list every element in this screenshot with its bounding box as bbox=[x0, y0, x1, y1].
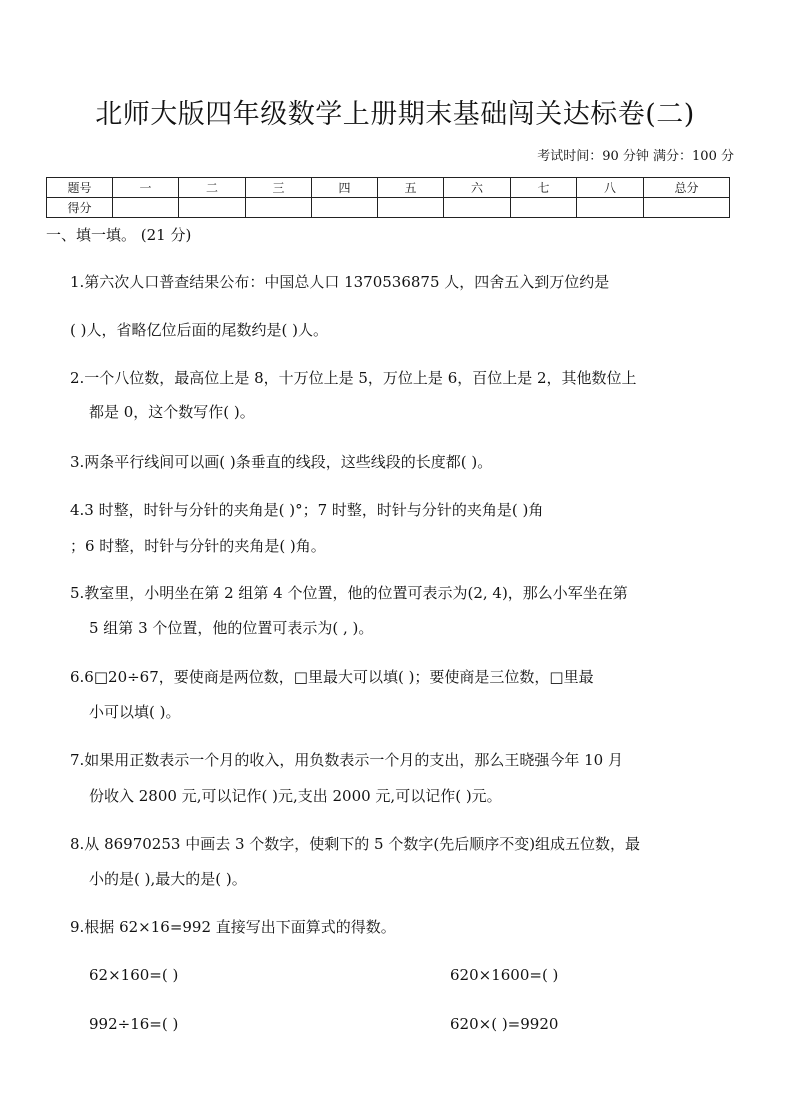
question-8-line-2: 小的是( ),最大的是( )。 bbox=[89, 870, 247, 888]
exam-info: 考试时间：90 分钟 满分：100 分 bbox=[537, 149, 734, 164]
score-cell[interactable] bbox=[179, 198, 246, 218]
score-cell[interactable] bbox=[577, 198, 644, 218]
score-table-header-cell: 二 bbox=[179, 178, 246, 198]
calc-item: 620×( )=9920 bbox=[450, 1015, 559, 1033]
score-cell[interactable] bbox=[511, 198, 577, 218]
score-cell[interactable] bbox=[246, 198, 312, 218]
question-9-line-1: 9.根据 62×16=992 直接写出下面算式的得数。 bbox=[70, 918, 396, 936]
score-table-header-cell: 五 bbox=[378, 178, 444, 198]
score-table-header-row bbox=[47, 178, 730, 198]
question-2-line-1: 2.一个八位数，最高位上是 8，十万位上是 5，万位上是 6，百位上是 2，其他数位上 bbox=[70, 369, 637, 387]
calc-item: 992÷16=( ) bbox=[89, 1015, 179, 1033]
calc-item: 620×1600=( ) bbox=[450, 966, 559, 984]
question-4-line-1: 4.3 时整，时针与分针的夹角是( )°；7 时整，时针与分针的夹角是( )角 bbox=[70, 501, 544, 519]
score-table-score-row bbox=[47, 198, 730, 218]
question-7-line-1: 7.如果用正数表示一个月的收入，用负数表示一个月的支出，那么王晓强今年 10 月 bbox=[70, 751, 623, 769]
question-2-line-2: 都是 0，这个数写作( )。 bbox=[89, 403, 255, 421]
score-table bbox=[46, 177, 730, 218]
question-5-line-1: 5.教室里，小明坐在第 2 组第 4 个位置，他的位置可表示为(2, 4)，那么小军坐在第 bbox=[70, 584, 628, 602]
score-table-header-cell: 四 bbox=[312, 178, 378, 198]
score-table-row-label: 得分 bbox=[47, 198, 113, 218]
score-table-header-cell: 七 bbox=[511, 178, 577, 198]
score-table-header-cell: 一 bbox=[113, 178, 179, 198]
score-cell[interactable] bbox=[644, 198, 730, 218]
question-8-line-1: 8.从 86970253 中画去 3 个数字，使剩下的 5 个数字(先后顺序不变)组成五位数，最 bbox=[70, 835, 641, 853]
question-5-line-2: 5 组第 3 个位置，他的位置可表示为( , )。 bbox=[89, 619, 374, 637]
question-3-line-1: 3.两条平行线间可以画( )条垂直的线段，这些线段的长度都( )。 bbox=[70, 453, 493, 471]
question-4-line-2: ；6 时整，时针与分针的夹角是( )角。 bbox=[70, 537, 326, 555]
score-cell[interactable] bbox=[113, 198, 179, 218]
score-table-header-cell: 题号 bbox=[47, 178, 113, 198]
question-1-line-1: 1.第六次人口普查结果公布：中国总人口 1370536875 人，四舍五入到万位约是 bbox=[70, 273, 610, 291]
score-table-header-cell: 六 bbox=[444, 178, 511, 198]
question-6-line-1: 6.6□20÷67，要使商是两位数，□里最大可以填( )；要使商是三位数，□里最 bbox=[70, 668, 594, 686]
question-1-line-2: ( )人，省略亿位后面的尾数约是( )人。 bbox=[70, 321, 328, 339]
score-table-header-cell: 八 bbox=[577, 178, 644, 198]
question-6-line-2: 小可以填( )。 bbox=[89, 703, 181, 721]
score-table-header-cell: 总分 bbox=[644, 178, 730, 198]
score-cell[interactable] bbox=[312, 198, 378, 218]
question-7-line-2: 份收入 2800 元,可以记作( )元,支出 2000 元,可以记作( )元。 bbox=[89, 787, 502, 805]
score-table-header-cell: 三 bbox=[246, 178, 312, 198]
exam-title: 北师大版四年级数学上册期末基础闯关达标卷(二) bbox=[95, 99, 695, 130]
calc-item: 62×160=( ) bbox=[89, 966, 179, 984]
score-cell[interactable] bbox=[444, 198, 511, 218]
score-cell[interactable] bbox=[378, 198, 444, 218]
section-heading: 一、填一填。 (21 分) bbox=[46, 226, 192, 244]
